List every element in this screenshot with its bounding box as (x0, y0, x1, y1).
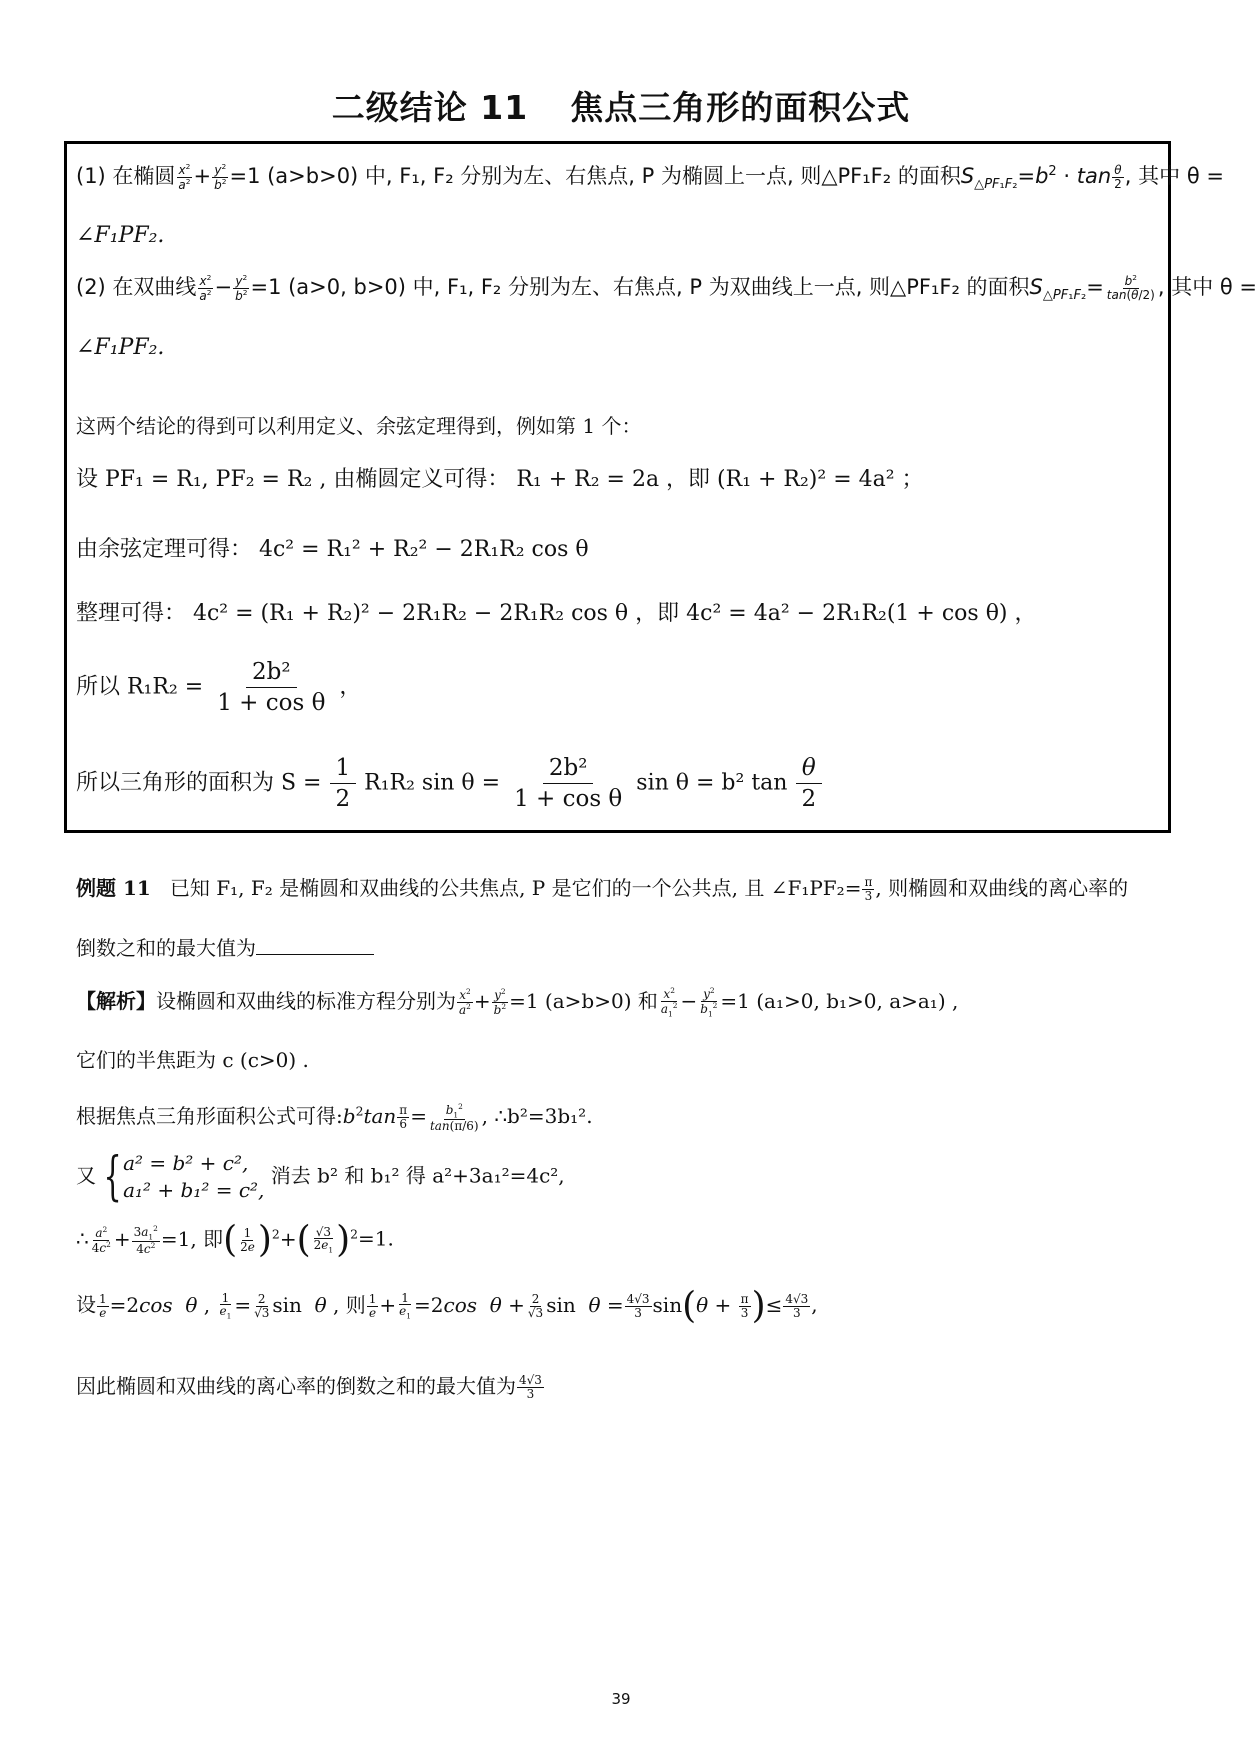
trig-substitution: $\frac{1}{e}$ =2cos θ , $\frac{1}{e_1}$ = $\frac{2}{√3}$ sin θ , 则 $\frac{1}{e}$ + $\frac{1}{e_1}$ =2cos θ + $\frac{2}{√3}$ sin θ = $\frac{4√3}{3}$ sin(θ + $\frac{\pi}{3}$ )≤ $\frac{4√3}{3}$ (99, 1285, 809, 1326)
step-4-prefix: 所以 R₁R₂ = (76, 674, 204, 700)
solution-step-5-tail: =1. (358, 1226, 394, 1251)
half-numerator: 1 (330, 756, 357, 784)
solution-step-3 (76, 1100, 593, 1132)
example-text-tail: , 则椭圆和双曲线的离心率的 (875, 876, 1129, 900)
theta-denominator: 2 (801, 786, 817, 813)
solution-step-2: 它们的半焦距为 c (c>0) . (76, 1048, 309, 1072)
normalized-equation: $\frac{a^2}{4c^2}$ + $\frac{3a_1^2}{4c^2}$ =1, 即( $\frac{1}{2e}$ )$^2$+( $\frac{√3}{2e_1}$ )$^2$ (91, 1219, 359, 1260)
example-text-2: 倒数之和的最大值为 (76, 936, 256, 960)
step-5-middle: R₁R₂ sin θ = (364, 770, 501, 796)
page-number: 39 (611, 1690, 631, 1708)
theta-numerator: θ (796, 756, 822, 784)
solution-conclusion-text: 因此椭圆和双曲线的离心率的倒数之和的最大值为 (76, 1374, 516, 1398)
conclusion-1-text: =1 (a>b>0) 中, F₁, F₂ 分别为左、右焦点, P 为椭圆上一点, 则△PF₁F₂ 的面积 (229, 164, 961, 188)
solution-step-1-text: 设椭圆和双曲线的标准方程分别为 (156, 989, 456, 1013)
r1r2-fraction (211, 660, 331, 715)
solution-step-4-prefix: 又 (76, 1163, 96, 1188)
area-numerator: 2b² (543, 756, 594, 784)
solution-step-1-tail: =1 (a₁>0, b₁>0, a>a₁) , (720, 989, 959, 1013)
example-label: 例题 11 (76, 876, 151, 900)
page-title (0, 82, 1242, 129)
solution-step-6 (76, 1285, 818, 1326)
r1r2-denominator: 1 + cos θ (217, 690, 326, 717)
derivation-step-1: 设 PF₁ = R₁, PF₂ = R₂ , 由椭圆定义可得： R₁ + R₂ = 2a ，即 (R₁ + R₂)² = 4a² ； (76, 467, 924, 492)
example-question-2 (76, 932, 374, 961)
half-fraction (330, 756, 357, 811)
solution-step-5-prefix: ∴ (76, 1226, 89, 1251)
half-denominator: 2 (335, 786, 351, 813)
area-formula-hyperbola: $S_{\triangle PF_1F_2}=$ $\frac{b^2}{\tan(\theta/2)}$ (1029, 273, 1155, 304)
title-text: 焦点三角形的面积公式 (570, 88, 911, 127)
title-number: 二级结论 11 (331, 88, 529, 127)
conclusion-2-angle: ∠F₁PF₂. (76, 335, 165, 360)
area-fraction (508, 756, 628, 811)
conclusion-2-text: =1 (a>0, b>0) 中, F₁, F₂ 分别为左、右焦点, P 为双曲线上一点, 则△PF₁F₂ 的面积 (250, 275, 1030, 299)
solution-step-1-mid: =1 (a>b>0) 和 (509, 989, 658, 1013)
solution-conclusion (76, 1370, 545, 1401)
hyperbola-equation: $\frac{x^2}{a^2}$ − $\frac{y^2}{b^2}$ (199, 272, 248, 303)
step-5-result: sin θ = b² tan (636, 770, 788, 796)
example-text: 已知 F₁, F₂ 是椭圆和双曲线的公共焦点, P 是它们的一个公共点, 且 ∠F₁PF₂= (169, 876, 862, 900)
solution-step-6-prefix: 设 (76, 1292, 96, 1317)
solution-step-3-text: 根据焦点三角形面积公式可得: (76, 1104, 343, 1128)
derivation-intro: 这两个结论的得到可以利用定义、余弦定理得到，例如第 1 个： (76, 414, 642, 438)
system-row-2: a₁² + b₁² = c², (123, 1178, 265, 1202)
r1r2-numerator: 2b² (246, 660, 297, 688)
step-5-prefix: 所以三角形的面积为 S = (76, 770, 322, 796)
area-formula-ellipse: $S_{\triangle PF_1F_2}=b^2 \cdot \tan$ $\frac{\theta}{2}$ (960, 162, 1122, 193)
step-4-suffix: ， (339, 674, 362, 700)
derivation-step-4 (76, 660, 361, 715)
system-brace: { (103, 1147, 122, 1207)
ellipse-equation: $\frac{x^2}{a^2}$ + $\frac{y^2}{b^2}$ (178, 161, 227, 192)
pi-third-fraction: $\frac{\pi}{3}$ (864, 875, 873, 903)
solution-label: 【解析】 (76, 989, 156, 1013)
theta-half-fraction (795, 756, 822, 811)
area-denominator: 1 + cos θ (514, 786, 623, 813)
answer-fraction: $\frac{4√3}{3}$ (519, 1373, 542, 1401)
solution-step-4-tail: 消去 b² 和 b₁² 得 a²+3a₁²=4c², (270, 1163, 565, 1188)
conclusion-1-angle: ∠F₁PF₂. (76, 223, 165, 248)
conclusion-1 (76, 160, 1224, 192)
answer-blank[interactable] (256, 934, 374, 955)
system-row-1: a² = b² + c², (123, 1151, 249, 1175)
area-equality: $b^2\tan$ $\frac{\pi}{6}$ = $\frac{b_1^2}{\tan(\pi/6)}$ (342, 1101, 479, 1133)
solution-step-3-tail: , ∴b²=3b₁². (481, 1104, 593, 1128)
conclusion-2-tail: , 其中 θ = (1157, 275, 1257, 299)
hyperbola-std-equation: $\frac{x^2}{a_1^2}$ − $\frac{y^2}{b_1^2}$ (660, 986, 718, 1019)
equation-system (123, 1150, 264, 1204)
ellipse-std-equation: $\frac{x^2}{a^2}$ + $\frac{y^2}{b^2}$ (459, 987, 507, 1017)
conclusion-2-intro: (2) 在双曲线 (76, 275, 197, 299)
conclusion-1-intro: (1) 在椭圆 (76, 164, 176, 188)
derivation-step-5 (76, 756, 823, 811)
conclusion-2 (76, 271, 1257, 303)
conclusion-1-tail: , 其中 θ = (1124, 164, 1224, 188)
example-question (76, 872, 1128, 903)
solution-step-4 (76, 1147, 565, 1207)
derivation-step-2: 由余弦定理可得： 4c² = R₁² + R₂² − 2R₁R₂ cos θ (76, 537, 589, 562)
solution-step-6-tail: , (811, 1292, 818, 1317)
derivation-step-3: 整理可得： 4c² = (R₁ + R₂)² − 2R₁R₂ − 2R₁R₂ cos θ ，即 4c² = 4a² − 2R₁R₂(1 + cos θ) ， (76, 601, 1037, 626)
solution-step-1 (76, 985, 958, 1018)
solution-step-5 (76, 1219, 394, 1260)
